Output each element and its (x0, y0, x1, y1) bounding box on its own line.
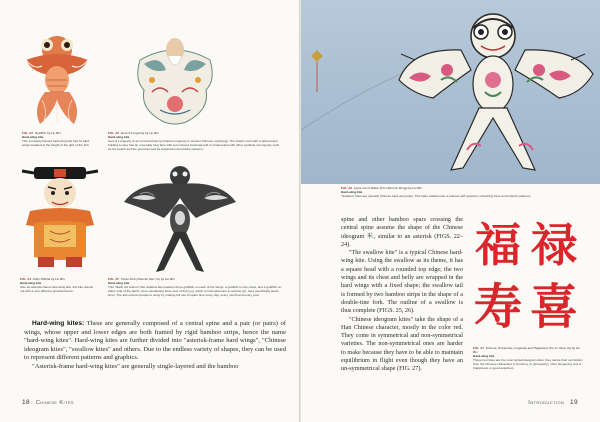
ideogram-lu: 禄 (531, 218, 577, 272)
left-body-text (24, 320, 286, 372)
right-folio (528, 399, 578, 406)
paragraph-text: These are generally composed of a central spine and a pair (or pairs) of wings, whose upper and lower edges are both framed by rigid bamboo strips, hence the name "hard-wing kites". Hard-wing kites are further divided into "asterisk-frame hard wings", "Chinese ideogram kites", "swallow kites" and others. Due to the endless variety of shapes, they can be used to represent different patterns and graphics. (24, 320, 287, 362)
fig-title: God of Longevity by Liu Bin (120, 131, 159, 135)
fig25-caption (108, 277, 284, 297)
ideogram-kites-image (473, 218, 583, 340)
fig-number: FIG. 24 (20, 277, 32, 281)
fig-subtitle: Hard-wing kite (341, 190, 363, 194)
goldfish-kite-image (22, 30, 92, 126)
fig-text: These four kites are the most typical ideogram kites; they derive their symbolism from the Chinese characters fu (fortune), lu (prosperity), shou (longevity) and xi (happiness or good auspices). (473, 358, 583, 370)
three-fish-swallow-kite-image (120, 162, 240, 274)
paragraph-text: "Asterisk-frame hard-wing kites" are generally single-layered and the bamboo (32, 362, 239, 370)
paragraph: "The swallow kite" is a typical Chinese hard-wing kite. Using the swallow as its theme, it has a square head with a rounded top edge; the two wings and its chest and belly are wrapped in the hard wings with a fixed shape; the swallow tail is formed by two bamboo strips in the shape of a double-tine fork. The outline of a swallow is thus complete (FIGS. 25, 26). (341, 249, 463, 315)
left-page (0, 0, 299, 422)
kite-photo (301, 0, 600, 184)
fig-subtitle: Hard-wing kite (22, 135, 44, 139)
fig-text: "Swallow" kites are typically Chinese hard-wing kites. This baby swallow kite is painted with graceful, refreshing lotus and butterfly patterns. (341, 194, 532, 198)
fig-text: This concisely-framed hard-wing kite has its hard wings situated at the height of the gills of the fish. (22, 139, 90, 147)
paragraph (24, 363, 286, 372)
paragraph: "Chinese ideogram kites" take the shape of a Han Chinese character, mostly in the color red. They come in symmetrical and non-symmetrical varieties. The non-symmetrical ones are harder to make because they have to be able to maintain equilibrium in flight even though they have an un-symmetrical shape (FIG. 27). (341, 315, 463, 373)
fig-title: Lotus out of Water (Chu Shui Fu Rong) by Liu Bin (353, 186, 422, 190)
fig-title: Fortune, Prosperity, Longevity and Happiness (Fu Lu Shou Xi) by Liu Bin (473, 346, 580, 354)
paragraph: spine and other bamboo spars crossing the central spine assume the shape of the Chinese ideogram 米, similar to an asterisk (FIGS. 22–24). (341, 216, 463, 248)
fig23-caption (108, 131, 280, 151)
fig-title: Three Fish (Xiao Zu San Yu) by Liu Bin (120, 277, 175, 281)
fig-text: This "black pot bottom"-like swallow kite features three goldfish on each of the wings, a goldfish on the chest, and a goldfish on either side of the tail fin, thus constituting three sets of fish (yu), which is homophonous to surplus (yu, here specifically spare time). The kite exhorts people to study by making full use of spare time every day, every month and every year. (108, 285, 282, 297)
run-in-heading: Hard-wing kites: (32, 320, 85, 327)
ideogram-shou: 寿 (473, 279, 522, 335)
fig26-caption (341, 186, 591, 198)
fig-number: FIG. 22 (22, 131, 34, 135)
ideogram-fu: 福 (475, 218, 521, 272)
fig24-caption (20, 277, 94, 293)
lotus-swallow-kite-image (301, 0, 600, 184)
petty-official-kite-image (20, 165, 100, 271)
fig-text: God of Longevity is an immortal that symbolizes longevity in ancient Chinese mythology. The elderly man with a white beard holding a cane has an unusually long face with a prominent forehead and is ornamented with other symbols of longevity such as the peach and the gourd as well as auspicious decorative patterns. (108, 139, 280, 151)
running-head: Introduction (528, 400, 565, 406)
fig-subtitle: Hard-wing kite (473, 354, 495, 358)
fig-number: FIG. 23 (108, 131, 120, 135)
fig-text: Also an asterisk-frame hard-wing kite, this kite stands out with a very different pictorial theme. (20, 285, 94, 293)
fig-title: Goldfish by Liu Bin (34, 131, 61, 135)
ideogram-xi: 喜 (529, 279, 578, 335)
page-number: 18 (22, 399, 31, 406)
fig-subtitle: Hard-wing kite (108, 135, 130, 139)
running-head: Chinese Kites (35, 400, 74, 406)
page-number: 19 (569, 399, 578, 406)
fig27-caption (473, 346, 585, 370)
paragraph (24, 320, 286, 363)
fig-number: FIG. 26 (341, 186, 353, 190)
god-of-longevity-kite-image (130, 30, 220, 128)
fig-subtitle: Hard-wing kite (20, 281, 42, 285)
right-page (301, 0, 600, 422)
fig-number: FIG. 27 (473, 346, 485, 350)
left-folio (22, 399, 74, 406)
right-body-text (341, 216, 463, 374)
fig22-caption (22, 131, 94, 147)
fig-subtitle: Hard-wing kite (108, 281, 130, 285)
fig-title: Petty Official by Liu Bin (32, 277, 65, 281)
fig-number: FIG. 25 (108, 277, 120, 281)
